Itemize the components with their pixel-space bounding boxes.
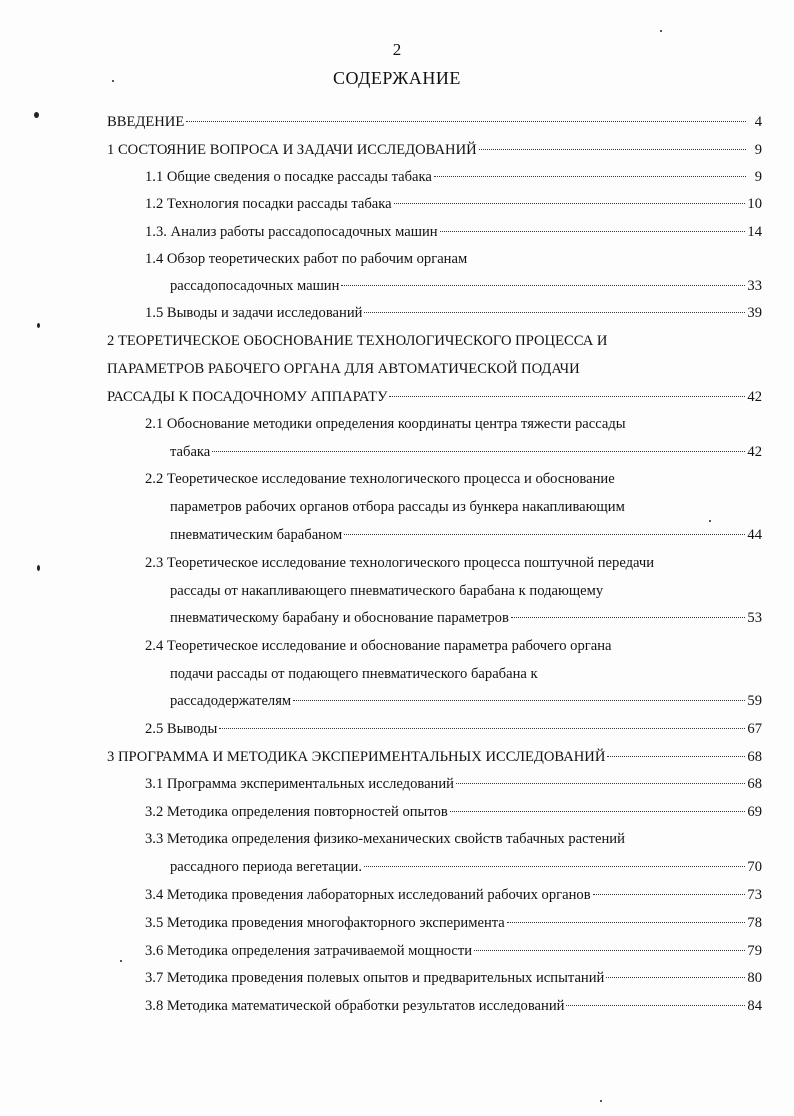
entry-page: 10 <box>747 196 762 212</box>
toc-entry-1-4[interactable] <box>170 273 762 299</box>
entry-page: 84 <box>747 998 762 1014</box>
toc-entry-2-4-line-2[interactable] <box>170 661 762 687</box>
entry-text: 3.5 Методика проведения многофакторного эксперимента <box>145 915 505 931</box>
entry-text: 2.5 Выводы <box>145 721 218 737</box>
toc-entry-3-6[interactable] <box>145 938 762 964</box>
page-number: 2 <box>392 40 402 59</box>
toc-entry-3-5[interactable] <box>145 910 762 936</box>
toc-entry-2-2-line-2[interactable] <box>170 494 762 520</box>
entry-text: РАССАДЫ К ПОСАДОЧНОМУ АППАРАТУ <box>107 389 388 405</box>
toc-entry-2-1-line-1[interactable] <box>145 411 762 437</box>
dot-leader <box>364 865 745 867</box>
entry-page: 42 <box>747 444 762 460</box>
toc-entry-chapter-2-line-1[interactable] <box>107 328 762 354</box>
dot-leader <box>440 230 746 232</box>
toc-entry-2-2-line-1[interactable] <box>145 466 762 492</box>
entry-text: рассадопосадочных машин <box>170 278 340 294</box>
entry-page: 59 <box>747 693 762 709</box>
entry-text: 2.4 Теоретическое исследование и обоснование параметра рабочего органа <box>145 638 612 654</box>
scan-speck <box>37 565 40 571</box>
dot-leader <box>456 782 745 784</box>
entry-page: 44 <box>747 527 762 543</box>
toc-entry-3-3[interactable] <box>170 854 762 880</box>
scan-speck <box>709 520 711 522</box>
toc-entry-3-8[interactable] <box>145 993 762 1019</box>
entry-page: 9 <box>754 142 762 158</box>
entry-text: ВВЕДЕНИЕ <box>107 114 185 130</box>
entry-text: 3.7 Методика проведения полевых опытов и предварительных испытаний <box>145 970 605 986</box>
toc-entry-3-3-line-1[interactable] <box>145 826 762 852</box>
entry-text: 3.4 Методика проведения лабораторных исследований рабочих органов <box>145 887 591 903</box>
toc-entry-chapter-2-line-2[interactable] <box>107 356 762 382</box>
entry-text: пневматическим барабаном <box>170 527 343 543</box>
entry-text: 2 ТЕОРЕТИЧЕСКОЕ ОБОСНОВАНИЕ ТЕХНОЛОГИЧЕСКОГО ПРОЦЕССА И <box>107 333 608 349</box>
entry-text: 2.1 Обоснование методики определения координаты центра тяжести рассады <box>145 416 626 432</box>
toc-entry-1-3[interactable] <box>145 219 762 245</box>
entry-page: 9 <box>754 169 762 185</box>
dot-leader <box>364 311 745 313</box>
toc-entry-2-3-line-2[interactable] <box>170 578 762 604</box>
toc-entry-3-2[interactable] <box>145 799 762 825</box>
dot-leader <box>593 893 746 895</box>
scan-speck <box>120 960 122 962</box>
scan-speck <box>600 1100 602 1102</box>
toc-entry-3-4[interactable] <box>145 882 762 908</box>
scan-speck <box>112 80 114 82</box>
entry-page: 79 <box>747 943 762 959</box>
toc-entry-2-4[interactable] <box>170 688 762 714</box>
dot-leader <box>511 616 746 618</box>
dot-leader <box>293 699 745 701</box>
toc-entry-chapter-3[interactable] <box>107 744 762 770</box>
entry-text: 1.1 Общие сведения о посадке рассады табака <box>145 169 432 185</box>
entry-page: 42 <box>747 389 762 405</box>
entry-text: пневматическому барабану и обоснование параметров <box>170 610 509 626</box>
toc-entry-2-3[interactable] <box>170 605 762 631</box>
dot-leader <box>344 533 745 535</box>
entry-page: 33 <box>747 278 762 294</box>
entry-text: ПАРАМЕТРОВ РАБОЧЕГО ОРГАНА ДЛЯ АВТОМАТИЧЕСКОЙ ПОДАЧИ <box>107 361 580 377</box>
entry-text: 3.3 Методика определения физико-механических свойств табачных растений <box>145 831 625 847</box>
dot-leader <box>474 949 745 951</box>
toc-entry-2-2[interactable] <box>170 522 762 548</box>
dot-leader <box>607 755 745 757</box>
scan-speck <box>34 112 39 118</box>
toc-entry-chapter-1[interactable] <box>107 137 762 163</box>
toc-entry-2-5[interactable] <box>145 716 762 742</box>
entry-page: 68 <box>747 776 762 792</box>
dot-leader <box>341 284 745 286</box>
dot-leader <box>394 202 746 204</box>
entry-text: табака <box>170 444 211 460</box>
entry-page: 78 <box>747 915 762 931</box>
entry-text: 3.1 Программа экспериментальных исследований <box>145 776 454 792</box>
toc-entry-2-1[interactable] <box>170 439 762 465</box>
entry-page: 80 <box>747 970 762 986</box>
dot-leader <box>479 148 746 150</box>
dot-leader <box>186 120 746 122</box>
entry-text: 1.4 Обзор теоретических работ по рабочим органам <box>145 251 468 267</box>
toc-title: СОДЕРЖАНИЕ <box>333 68 461 88</box>
entry-page: 69 <box>747 804 762 820</box>
dot-leader <box>566 1004 745 1006</box>
entry-text: 3.6 Методика определения затрачиваемой мощности <box>145 943 473 959</box>
toc-entry-1-4-line-1[interactable] <box>145 246 762 272</box>
entry-page: 73 <box>747 887 762 903</box>
dot-leader <box>606 976 745 978</box>
entry-page: 53 <box>747 610 762 626</box>
dot-leader <box>219 727 745 729</box>
entry-page: 14 <box>747 224 762 240</box>
entry-text: рассадного периода вегетации. <box>170 859 362 875</box>
toc-entry-2-3-line-1[interactable] <box>145 550 762 576</box>
entry-text: рассадодержателям <box>170 693 292 709</box>
dot-leader <box>389 395 745 397</box>
entry-text: 1.2 Технология посадки рассады табака <box>145 196 392 212</box>
entry-text: 2.2 Теоретическое исследование технологического процесса и обоснование <box>145 471 615 487</box>
entry-text: 2.3 Теоретическое исследование технологического процесса поштучной передачи <box>145 555 655 571</box>
entry-page: 4 <box>754 114 762 130</box>
entry-text: 1.3. Анализ работы рассадопосадочных машин <box>145 224 438 240</box>
entry-text: 1.5 Выводы и задачи исследований <box>145 305 363 321</box>
scan-speck <box>660 30 662 32</box>
entry-page: 70 <box>747 859 762 875</box>
entry-page: 39 <box>747 305 762 321</box>
entry-text: 3 ПРОГРАММА И МЕТОДИКА ЭКСПЕРИМЕНТАЛЬНЫХ ИССЛЕДОВАНИЙ <box>107 749 606 765</box>
toc-entry-3-7[interactable] <box>145 965 762 991</box>
entry-text: рассады от накапливающего пневматического барабана к подающему <box>170 583 604 599</box>
dot-leader <box>212 450 745 452</box>
dot-leader <box>450 810 746 812</box>
entry-text: 3.8 Методика математической обработки результатов исследований <box>145 998 565 1014</box>
entry-text: 3.2 Методика определения повторностей опытов <box>145 804 448 820</box>
toc-entry-chapter-2[interactable] <box>107 384 762 410</box>
dot-leader <box>507 921 746 923</box>
entry-text: параметров рабочих органов отбора рассады из бункера накапливающим <box>170 499 625 515</box>
scan-speck <box>37 323 40 328</box>
toc-entry-2-4-line-1[interactable] <box>145 633 762 659</box>
toc-entry-3-1[interactable] <box>145 771 762 797</box>
toc-entry-1-2[interactable] <box>145 191 762 217</box>
entry-page: 68 <box>747 749 762 765</box>
entry-page: 67 <box>747 721 762 737</box>
toc-entry-intro[interactable] <box>107 109 762 135</box>
entry-text: 1 СОСТОЯНИЕ ВОПРОСА И ЗАДАЧИ ИССЛЕДОВАНИЙ <box>107 142 477 158</box>
dot-leader <box>434 175 746 177</box>
toc-entry-1-5[interactable] <box>145 300 762 326</box>
toc-entry-1-1[interactable] <box>145 164 762 190</box>
entry-text: подачи рассады от подающего пневматического барабана к <box>170 666 538 682</box>
